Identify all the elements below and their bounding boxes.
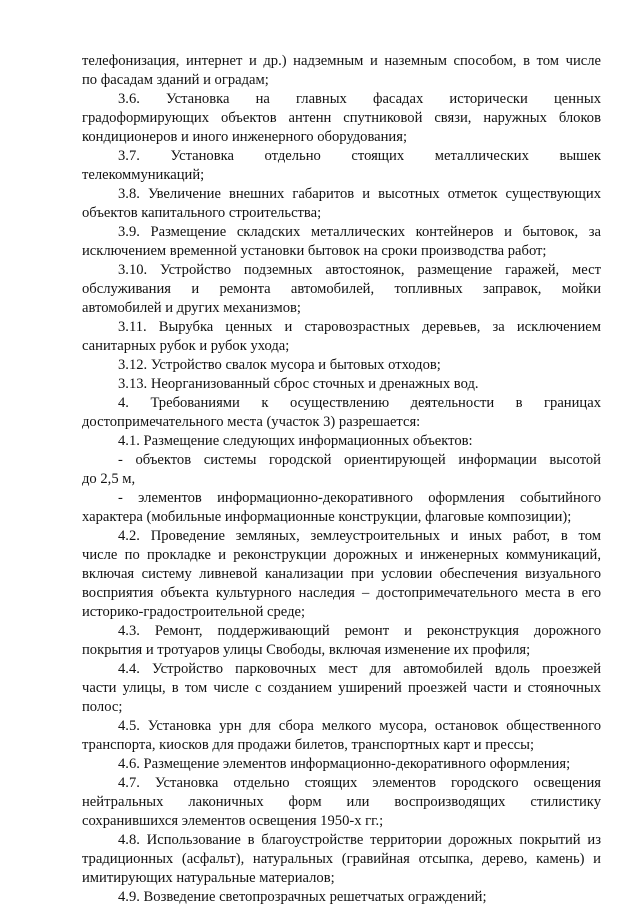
text-line: 4.9. Возведение светопрозрачных решетчатых ограждений; bbox=[118, 889, 487, 905]
text-line: до 2,5 м, bbox=[82, 471, 136, 487]
text-line: 4.6. Размещение элементов информационно-декоративного оформления; bbox=[118, 756, 571, 772]
text-line: - объектов системы городской ориентирующей информации высотой bbox=[118, 452, 601, 468]
text-line: автомобилей и других механизмов; bbox=[82, 300, 301, 316]
text-line: традиционных (асфальт), натуральных (гравийная отсыпка, дерево, камень) и bbox=[82, 851, 601, 867]
text-line: объектов капитального строительства; bbox=[82, 205, 322, 221]
text-line: 3.7. Установка отдельно стоящих металлических вышек bbox=[118, 148, 601, 164]
text-line: градоформирующих объектов антенн спутниковой связи, наружных блоков bbox=[82, 110, 601, 126]
text-line: 3.6. Установка на главных фасадах исторически ценных bbox=[118, 91, 601, 107]
text-line: 3.10. Устройство подземных автостоянок, размещение гаражей, мест bbox=[118, 262, 601, 278]
text-line: 3.13. Неорганизованный сброс сточных и дренажных вод. bbox=[118, 376, 479, 392]
text-line: сохранившихся элементов освещения 1950-х гг.; bbox=[82, 813, 384, 829]
text-line: 4.8. Использование в благоустройстве территории дорожных покрытий из bbox=[118, 832, 601, 848]
text-line: части улицы, в том числе с созданием уширений проезжей части и стояночных bbox=[82, 680, 601, 696]
text-line: 4.4. Устройство парковочных мест для автомобилей вдоль проезжей bbox=[118, 661, 601, 677]
text-line: 4.5. Установка урн для сбора мелкого мусора, остановок общественного bbox=[118, 718, 601, 734]
text-line: нейтральных лаконичных форм или воспроизводящих стилистику bbox=[82, 794, 601, 810]
text-line: по фасадам зданий и оградам; bbox=[82, 72, 269, 88]
text-line: 3.8. Увеличение внешних габаритов и высотных отметок существующих bbox=[118, 186, 601, 202]
text-line: 3.9. Размещение складских металлических контейнеров и бытовок, за bbox=[118, 224, 601, 240]
text-line: обслуживания и ремонта автомобилей, топливных заправок, мойки bbox=[82, 281, 601, 297]
text-line: телефонизация, интернет и др.) надземным и наземным способом, в том числе bbox=[82, 53, 601, 69]
text-line: 4.3. Ремонт, поддерживающий ремонт и реконструкция дорожного bbox=[118, 623, 601, 639]
text-line: имитирующих натуральные материалов; bbox=[82, 870, 335, 886]
text-line: историко-градостроительной среде; bbox=[82, 604, 306, 620]
text-line: числе по прокладке и реконструкции дорожных и инженерных коммуникаций, bbox=[82, 547, 601, 563]
text-line: исключением временной установки бытовок на сроки производства работ; bbox=[82, 243, 547, 259]
text-line: 3.11. Вырубка ценных и старовозрастных деревьев, за исключением bbox=[118, 319, 601, 335]
text-line: покрытия и тротуаров улицы Свободы, включая изменение их профиля; bbox=[82, 642, 531, 658]
text-line: включая систему ливневой канализации при условии обеспечения визуального bbox=[82, 566, 601, 582]
text-line: 4. Требованиями к осуществлению деятельности в границах bbox=[118, 395, 601, 411]
text-line: полос; bbox=[82, 699, 123, 715]
text-line: - элементов информационно-декоративного оформления событийного bbox=[118, 490, 601, 506]
text-line: характера (мобильные информационные конструкции, флаговые композиции); bbox=[82, 509, 572, 525]
text-line: 4.7. Установка отдельно стоящих элементов городского освещения bbox=[118, 775, 601, 791]
text-line: санитарных рубок и рубок ухода; bbox=[82, 338, 290, 354]
text-line: достопримечательного места (участок 3) разрешается: bbox=[82, 414, 421, 430]
document-page bbox=[82, 52, 601, 907]
text-line: кондиционеров и иного инженерного оборудования; bbox=[82, 129, 408, 145]
text-line: 4.2. Проведение земляных, землеустроительных и иных работ, в том bbox=[118, 528, 601, 544]
text-line: восприятия объекта культурного наследия – достопримечательного места в его bbox=[82, 585, 601, 601]
text-line: транспорта, киосков для продажи билетов, транспортных карт и прессы; bbox=[82, 737, 535, 753]
text-line: 4.1. Размещение следующих информационных объектов: bbox=[118, 433, 473, 449]
text-line: 3.12. Устройство свалок мусора и бытовых отходов; bbox=[118, 357, 441, 373]
text-line: телекоммуникаций; bbox=[82, 167, 205, 183]
